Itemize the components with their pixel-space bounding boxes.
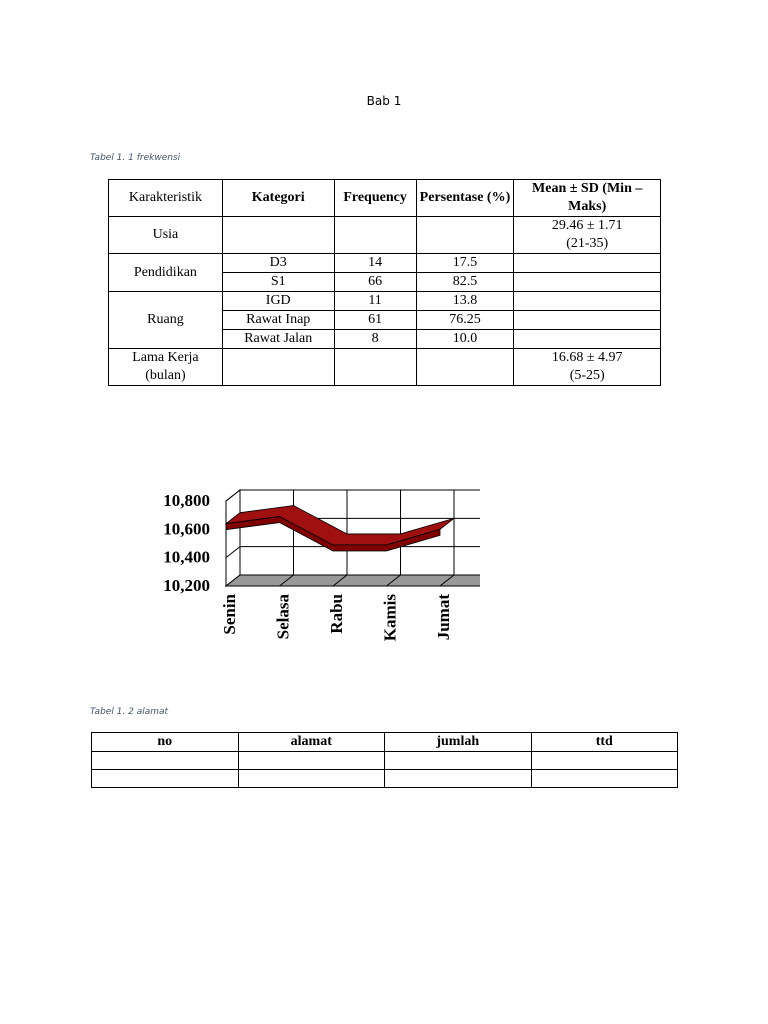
ruang-label: Ruang [109, 292, 223, 349]
table-row [109, 217, 661, 254]
table-row: S1 66 82.5 [109, 273, 661, 292]
side-wall [226, 490, 240, 586]
usia-mean: 29.46 ± 1.71 (21-35) [514, 217, 661, 254]
table-row [109, 349, 661, 386]
x-category-label: Jumat [434, 594, 453, 641]
table-row: Rawat Jalan 8 10.0 [109, 330, 661, 349]
line-chart-3d [150, 478, 480, 658]
back-wall [240, 490, 480, 575]
header-no: no [92, 733, 239, 752]
header-persentase: Persentase (%) [416, 180, 514, 217]
address-table [91, 732, 678, 788]
page-header: Bab 1 [366, 94, 402, 108]
gridline-side [226, 547, 240, 558]
lama-kerja-mean: 16.68 ± 4.97 (5-25) [514, 349, 661, 386]
table-row [92, 770, 678, 788]
header-frequency: Frequency [334, 180, 416, 217]
header-kategori: Kategori [222, 180, 334, 217]
y-tick-label: 10,400 [163, 547, 210, 567]
header-ttd: ttd [531, 733, 678, 752]
table2-caption: Tabel 1. 2 alamat [90, 707, 169, 717]
table1-caption: Tabel 1. 1 frekwensi [90, 153, 181, 163]
y-tick-label: 10,800 [163, 491, 210, 510]
header-mean-sd: Mean ± SD (Min – Maks) [514, 180, 661, 217]
table-header-row [92, 733, 678, 752]
header-alamat: alamat [238, 733, 385, 752]
table-row: Pendidikan D3 14 17.5 [109, 254, 661, 273]
table-row [92, 752, 678, 770]
x-category-label: Senin [220, 594, 239, 635]
table-header-row [109, 180, 661, 217]
x-category-label: Rabu [327, 594, 346, 634]
usia-label: Usia [109, 217, 223, 254]
header-karakteristik: Karakteristik [109, 180, 223, 217]
x-category-label: Kamis [380, 594, 400, 642]
y-tick-label: 10,600 [163, 519, 210, 539]
header-jumlah: jumlah [385, 733, 532, 752]
table-row: Ruang IGD 11 13.8 [109, 292, 661, 311]
frequency-table [108, 179, 661, 386]
x-category-label: Selasa [273, 594, 293, 640]
y-tick-label: 10,200 [163, 576, 210, 595]
lama-kerja-label: Lama Kerja (bulan) [109, 349, 223, 386]
table-row: Rawat Inap 61 76.25 [109, 311, 661, 330]
pendidikan-label: Pendidikan [109, 254, 223, 292]
